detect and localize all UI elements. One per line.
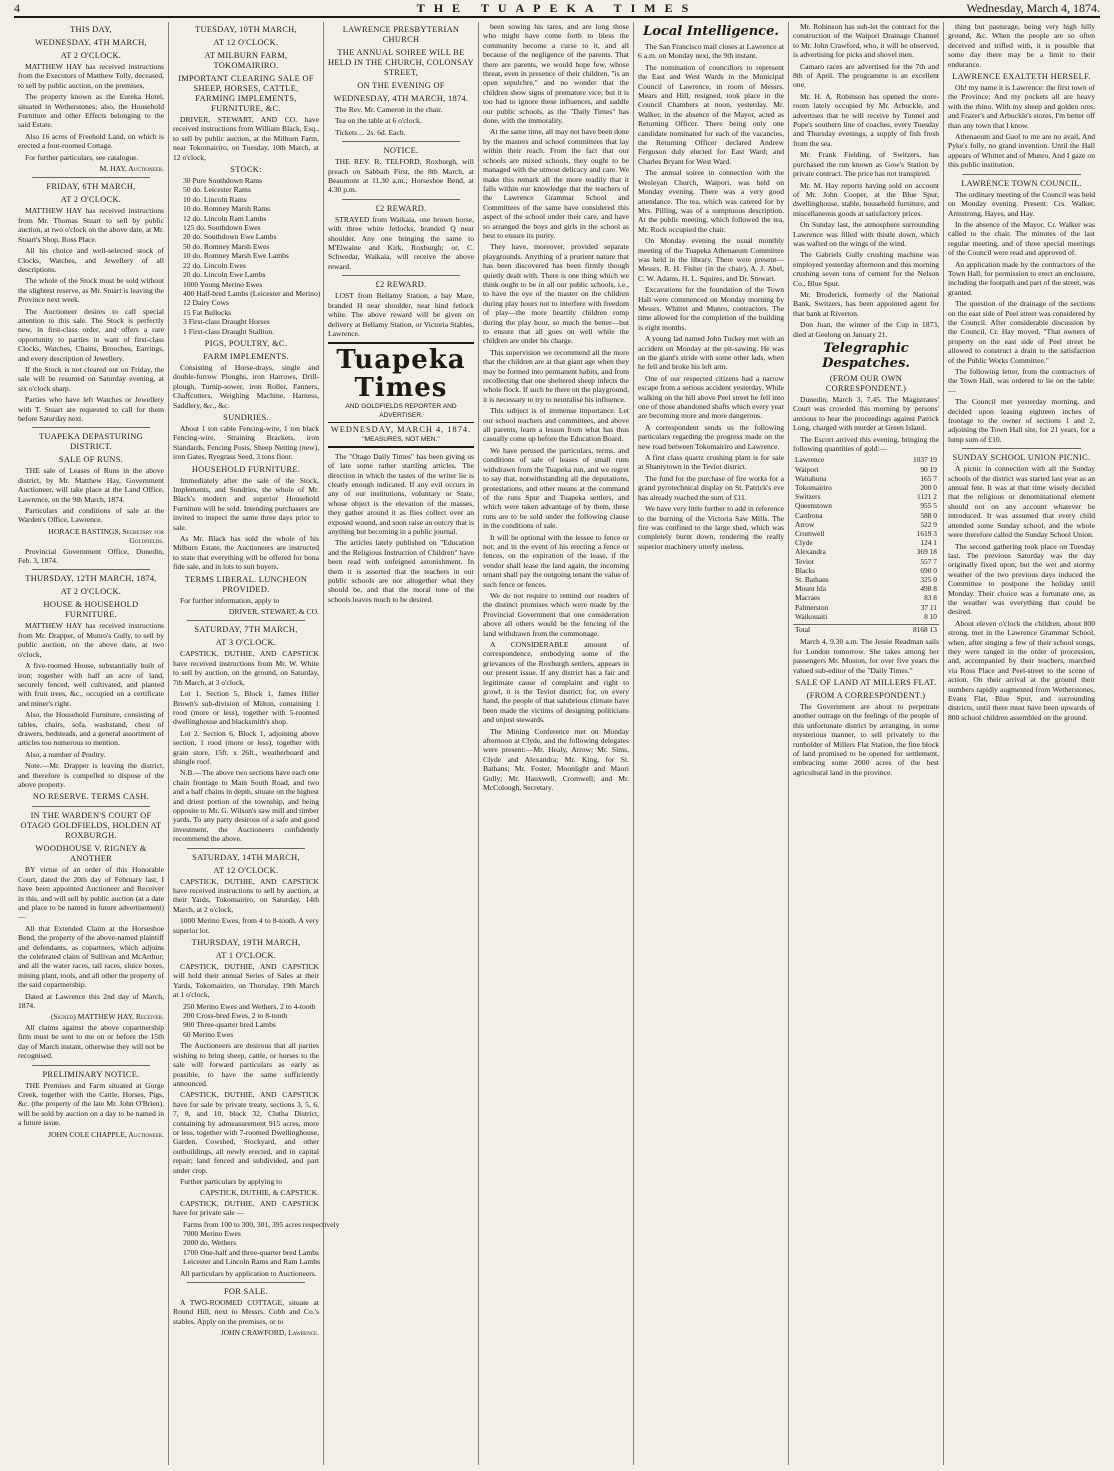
paragraph: The Escort arrived this evening, bringing the following quantities of gold:—: [793, 434, 939, 454]
paragraph: About 1 ton cable Fencing-wire, 1 ton black Fencing-wire, Straining Brackets, iron Standards, Fencing Posts, Sheep Netting (new), iron Gates, Ryegrass Seed, 3 tons flour.: [173, 423, 319, 462]
paragraph: A picnic in connection with all the Sunday schools of the district was started last year as an annual fete. It was at that time wisely decided that the religious or denominational element should not on any account whatever be introduced. It was assumed that every child attended some Sunday school, and the whole were therefore called the Sunday School Union.: [948, 464, 1095, 540]
list-item: 1000 Young Merino Ewes: [183, 279, 263, 289]
table-row: [793, 455, 939, 464]
paragraph: On Monday evening the usual monthly meeting of the Tuapeka Athenaeum Committee was held in the library. There were present—Messrs. R. H. Fisher (in the chair), A. J. Abel, C. W. Adams, H. L. Squires, and Dr. Stewart.: [638, 236, 784, 283]
signature: CAPSTICK, DUTHIE, & CAPSTICK.: [200, 1188, 319, 1198]
list-item: 20 do. Lincoln Ewe Lambs: [183, 270, 266, 280]
paragraph: The Gabriels Gully crushing machine was employed yesterday afternoon and this morning crushing seven tons of cement for the Nelson Co., Blue Spur.: [793, 250, 939, 288]
table-cell-amount: 83 8: [924, 593, 937, 603]
table-cell-place: Alexandra: [795, 547, 826, 557]
paragraph: This subject is of immense importance. Let our school teachers and committees, and above all parents, learn a lesson from what has thus casually come up before the Education Board.: [483, 406, 629, 444]
paragraph: MATTHEW HAY has received instructions from Mr. Thomas Stuart to sell by public auction, at two o'clock on the above date, at Mr. Stuart's Shop, Ross Place.: [18, 206, 164, 244]
paragraph: All claims against the above copartnership firm must be sent to me on or before the 15th day of March instant, otherwise they will not be recognised.: [18, 1022, 164, 1061]
local-news: [638, 42, 784, 551]
paragraph: In the absence of the Mayor, Cr. Walker was called to the chair. The minutes of the last regular meeting, and of three special meetings of the Council were read and approved of.: [948, 219, 1095, 258]
table-cell-place: Tokomairiro: [795, 483, 832, 493]
table-cell-amount: 1121 2: [916, 492, 937, 502]
divider-rule: [342, 199, 460, 200]
block-heading: FRIDAY, 6TH MARCH,: [46, 182, 136, 192]
block-heading: STOCK:: [230, 165, 262, 175]
block-heading: AT 2 O'CLOCK.: [60, 51, 122, 60]
divider-rule: [962, 448, 1081, 449]
issue-date: Wednesday, March 4, 1874.: [966, 1, 1100, 15]
block-heading: HOUSEHOLD FURNITURE.: [191, 464, 301, 474]
table-cell-amount: 955 5: [920, 501, 937, 511]
table-cell-place: Arrow: [795, 519, 815, 529]
table-row: [793, 465, 939, 474]
paragraph: A young lad named John Tuckey met with an accident on Monday at the pit-sawing. He was on the giant's stride with some other lads, when he fell and broke his left arm.: [638, 334, 784, 372]
table-cell-amount: 90 19: [920, 464, 937, 474]
paragraph: BY virtue of an order of this Honorable Court, dated the 20th day of February last, I have been appointed Auctioneer and Receiver in this, and will sell by public auction (at a date and place to be named in future advertisement) —: [18, 865, 164, 922]
block-heading: SALE OF LAND AT MILLERS FLAT.: [795, 677, 937, 687]
divider-rule: [32, 806, 150, 807]
paragraph: A TWO-ROOMED COTTAGE, situate at Round Hill, next to Messrs. Cobb and Co.'s stables. Apply on the premises, or to: [173, 1298, 319, 1326]
block-heading: AT 12 O'CLOCK.: [213, 865, 279, 875]
divider-rule: [187, 620, 305, 621]
list-item: 50 do. Leicester Rams: [183, 185, 251, 195]
table-row: [793, 612, 939, 621]
block-heading: AT 3 O'CLOCK.: [215, 638, 277, 648]
signature: JOHN COLE CHAPPLE, Auctioneer.: [48, 1129, 164, 1139]
list-item: 15 Fat Bullocks: [183, 307, 232, 317]
table-cell-amount: 690 0: [920, 565, 937, 575]
paragraph: The nomination of councillors to represent the East and West Wards in the Municipal Council of Lawrence, in room of Messrs. Mears and Hill, resigned, took place in the Council Chambers at noon, yesterday. Mr. Walker, in the absence of the Mayor, acted as Returning Officer. There being only one candidate nominated for each of the vacancies, the Returning Officer declared Andrew Ferguson duly elected for East Ward; and Charles Bryant for West Ward.: [638, 62, 784, 166]
list-item: 125 do. Southdown Ewes: [183, 223, 261, 233]
paragraph: The following letter, from the contractors of the Town Hall, was ordered to lie on the table:—: [948, 367, 1095, 395]
paragraph: The second gathering took place on Tuesday last. The previous Saturday was the day originally fixed upon, but the wet and stormy weather of the two previous days induced the Committee to postpone the holiday until Monday. Their choice was a fortunate one, as the weather was everything that could be desired.: [948, 541, 1095, 617]
block-heading: SUNDAY SCHOOL UNION PICNIC.: [952, 453, 1091, 463]
block-heading: FOR SALE.: [223, 1287, 269, 1297]
table-row: [793, 547, 939, 556]
table-cell-amount: 200 0: [920, 483, 937, 493]
running-title: THE TUAPEKA TIMES: [416, 1, 698, 15]
paragraph: The Rev. Mr. Cameron in the chair.: [335, 105, 443, 114]
table-row: [793, 566, 939, 575]
block-heading: LAWRENCE EXALTETH HERSELF.: [952, 72, 1091, 82]
block-heading: AT MILBURN FARM, TOKOMAIRIRO.: [204, 51, 288, 70]
paragraph: CAPSTICK, DUTHIE, AND CAPSTICK will hold their annual Series of Sales at their Yards, Tokomairiro, on Thursday, 19th March at 1 o'clock,: [173, 962, 319, 1000]
paragraph: The fund for the purchase of fire works for a grand pyrotechnical display on St. Patrick's eve has already reached the sum of £11.: [638, 473, 784, 502]
block-heading: IN THE WARDEN'S COURT OF OTAGO GOLDFIELDS, HOLDEN AT ROXBURGH.: [20, 811, 162, 841]
paragraph: For further information, apply to: [180, 595, 280, 605]
paragraph: It will be optional with the lessee to fence or not; and in the event of his erecting a fence or fences, on the expiration of the lease, if the vendor shall lease the land again, the incoming tenant shall pay the outgoing tenant the value of such fence or fences.: [483, 532, 629, 589]
nameplate: [328, 342, 474, 447]
table-cell-place: Macraes: [795, 593, 821, 603]
nameplate-subtitle: AND GOLDFIELDS REPORTER AND ADVERTISER.: [345, 403, 457, 420]
block-heading: (FROM A CORRESPONDENT.): [806, 690, 926, 700]
list-item: 900 Three-quarter bred Lambs: [183, 1020, 276, 1030]
gold-escort-total: [793, 624, 939, 634]
block-heading: HOUSE & HOUSEHOLD FURNITURE.: [43, 600, 139, 620]
paragraph: All particulars by application to Auctioneers.: [180, 1268, 317, 1278]
table-row: [793, 529, 939, 538]
paragraph: Mr. M. Hay reports having sold on account of Mr. John Cooper, at the Blue Spur, dwellinghouse, stable, household furniture, and miscellaneous goods at satisfactory prices.: [793, 180, 939, 218]
table-row: [793, 511, 939, 520]
paragraph: We do not require to remind our readers of the distinct promises which were made by the Provincial Government that one consideration above all others would be the fencing of the land withdrawn from the commonage.: [483, 590, 629, 638]
paragraph: Provincial Government Office, Dunedin, Feb. 3, 1874.: [18, 546, 164, 566]
item-list: [183, 1002, 319, 1040]
list-item: 10 do. Romney Marsh Rams: [183, 204, 271, 214]
table-cell-place: Waitahuna: [795, 473, 827, 483]
paragraph: At the same time, all may not have been done by the masters and school committees that lay within their reach. From the fact that our schools are mixed schools, they ought to be managed with the utmost delicacy and care. We make this remark all the more readily that it falls within our knowledge that the teachers of the Lawrence Grammar School and Committees of the same have considered this aspect of the school under their care, and have so arranged the boys and girls in the school as best to ensure its purity.: [483, 127, 629, 240]
paragraph: CAPSTICK, DUTHIE, AND CAPSTICK have for private sale —: [173, 1198, 319, 1218]
block-heading: WEDNESDAY, 4TH MARCH,: [35, 38, 147, 47]
nameplate-motto: "MEASURES, NOT MEN.": [362, 435, 440, 443]
paragraph: On Sunday last, the atmosphere surrounding Lawrence was filled with thistle down, which was wafted on the wings of the wind.: [793, 220, 939, 248]
paragraph: Mr. Robinson has sub-let the contract for the construction of the Waipori Drainage Channel to Mr. John Crawford, who, it will be observed, is advertising for picks and shovel men.: [793, 22, 939, 60]
table-cell-place: Cardrona: [795, 510, 823, 520]
column-5: [634, 22, 789, 1465]
signature: (Signed) MATTHEW HAY, Receiver.: [50, 1012, 164, 1022]
table-cell-amount: 165 7: [920, 473, 937, 483]
block-heading: SATURDAY, 7TH MARCH,: [194, 625, 298, 635]
paragraph: We have very little further to add in reference to the burning of the Victoria Saw Mills. The fire was confined to the large shed, which was completely burnt down, rendering the really superior machinery utterly useless.: [638, 504, 784, 551]
block-heading: £2 REWARD.: [375, 203, 427, 213]
table-cell-amount: 522 9: [920, 519, 937, 529]
paragraph: A first class quartz crushing plant is for sale at Shantytown in the Teviot district.: [638, 453, 784, 472]
divider-rule: [342, 275, 460, 276]
signature: JOHN CRAWFORD, Lawrence.: [220, 1328, 319, 1338]
paragraph: CAPSTICK, DUTHIE, AND CAPSTICK have for sale by private treaty, sections 3, 5, 6, 7, 8, and 10, block 32, Clutha District, containing by admeasurement 915 acres, more or less, together with 7-roomed Dwellinghouse, Garden, Cowshed, Stockyard, and other outbuildings, all newly erected, and in capital repair; land fenced and subdivided, and part under crop.: [173, 1090, 319, 1175]
table-total-label: Total: [793, 625, 852, 635]
divider-rule: [187, 1282, 305, 1283]
signature: M. HAY, Auctioneer.: [99, 164, 164, 174]
column-3: [324, 22, 479, 1465]
paragraph: The Auctioneers are desirous that all parties wishing to bring sheep, cattle, or horses to the sale will forward particulars as early as possible, to have the same sufficiently announced.: [173, 1041, 319, 1088]
paragraph: Don Juan, the winner of the Cup in 1873, died at Geelong on January 21.: [793, 320, 939, 339]
paragraph: The Mining Conference met on Monday afternoon at Clyde, and the following delegates were present:—Mr. Healy, Arrow; Mr. Sims, Clyde and Alexandra; Mr. King, for St. Bathans; Mr. Foster, Moonlight and Maori Gully; Mr. Hauxwell, Cromwell; and Mr. McColough, Secretary.: [483, 726, 629, 793]
paragraph: STRAYED from Waikaia, one brown horse, with three white fetlocks, branded Q near shoulder. Any one bringing the same to M'Elwaine and Kirk, Roxburgh; or, C. Schwedar, Waikaia, will receive the above reward.: [328, 214, 474, 271]
column-2: [169, 22, 340, 1465]
table-cell-place: Waikouaiti: [795, 611, 828, 621]
divider-rule: [32, 1065, 150, 1066]
block-heading: (FROM OUR OWN CORRESPONDENT.): [825, 374, 907, 393]
paragraph: This supervision we recommend all the more that the children are at that giant age when they may be formed into permanent habits, and from recollecting that one sheltered sheep infects the whole flock. If such be there on the playground, it is necessary to try to neutralise his influence.: [483, 347, 629, 404]
list-item: 1700 One-half and three-quarter bred Lambs: [183, 1247, 319, 1257]
paragraph: For further particulars, see catalogue.: [25, 152, 139, 162]
paragraph: Mr. Frank Fielding, of Switzers, has purchased the run known as Gow's Station by private contract. The price has not transpired.: [793, 150, 939, 179]
divider-rule: [32, 569, 150, 570]
block-heading: £2 REWARD.: [375, 280, 427, 290]
table-cell-amount: 498 8: [920, 584, 937, 594]
block-heading: AT 1 O'CLOCK.: [215, 951, 277, 961]
paragraph: MATTHEW HAY has received instructions from the Executors of Matthew Tolly, deceased, to sell by public auction, on the premises,: [18, 62, 164, 90]
section-heading: Telegraphic Despatches.: [822, 341, 910, 371]
paragraph: The Government are about to perpetrate another outrage on the feelings of the people of this unfortunate district by arranging, in some mysterious manner, to sell privately to the runholder of Millers Flat Station, the fine block of land promised to be opened for settlement, embracing some 2000 acres of the best agricultural land in the province.: [793, 701, 939, 777]
paragraph: The articles lately published on "Education and the Religious Instruction of Children" have been read with unfeigned astonishment. In them it is asserted that the teachers in our public schools are not altogether what they should be, and that the moral tone of the schools leaves much to be desired.: [328, 538, 474, 604]
paragraph: As Mr. Black has sold the whole of his Milburn Estate, the Auctioneers are instructed to state that everything will be offered for bona fide sale, and in lots to suit buyers.: [173, 534, 319, 572]
table-total-amount: 8168 13: [852, 625, 939, 635]
table-cell-place: Teviot: [795, 556, 814, 566]
list-item: 50 do. Romney Marsh Ewes: [183, 241, 270, 251]
column-6: [789, 22, 944, 1465]
table-row: [793, 593, 939, 602]
divider-rule: [342, 141, 460, 142]
paragraph: Oh! my name it is Lawrence: the first town of the Province; And my pockets all are heavy with the rhino. With my sheep and golden ores, and Frazer's and Arbuckle's stores, I'm better off than any town that I know.: [948, 83, 1095, 130]
paragraph: The Auctioneer desires to call special attention to this sale. The Stock is perfectly new, in first-class order, and offers a rare opportunity to parties in want of first-class Clocks, Watches, Chains, Brooches, Earrings, and every description of Jewellery.: [18, 306, 164, 363]
block-heading: PRELIMINARY NOTICE.: [42, 1069, 140, 1079]
paragraph: All his choice and well-selected stock of Clocks, Watches, and Jewellery of all descriptions.: [18, 246, 164, 274]
paragraph: Also, a number of Poultry.: [25, 749, 106, 759]
table-cell-place: Mount Ida: [795, 584, 826, 594]
table-cell-amount: 557 7: [920, 556, 937, 566]
table-row: [793, 520, 939, 529]
block-heading: LAWRENCE PRESBYTERIAN CHURCH: [342, 25, 460, 44]
paragraph: Also 16 acres of Freehold Land, on which is erected a four-roomed Cottage.: [18, 131, 164, 151]
paragraph: been sowing his tares, and are long those who might have come forth to bless the community become a curse to it, and all because of the negligence of the parents. That there are parents, we would hope few, whose threat, even in presence of their children, "is an open sepulchre," and no wonder that the children show signs of premature vice; but it is too bad to ignore these influences, and saddle our public schools, as the "Daily Times" has done, with the immorality.: [483, 22, 629, 126]
table-cell-place: Queenstown: [795, 501, 832, 511]
nameplate-date: WEDNESDAY, MARCH 4, 1874.: [328, 422, 474, 434]
paragraph: THE sale of Leases of Runs in the above district, by Mr. Matthew Hay, Government Auctioneer, will take place at the Land Office, Lawrence, on the 9th March, 1874.: [18, 466, 164, 504]
column-4: [479, 22, 634, 1465]
column-3-advertisements: [328, 25, 474, 338]
page-header: [14, 0, 1100, 18]
block-heading: THIS DAY,: [70, 25, 112, 34]
block-heading: IMPORTANT CLEARING SALE OF SHEEP, HORSES, CATTLE, FARMING IMPLEMENTS, FURNITURE, &C.: [178, 74, 314, 113]
paragraph: N.B.—The above two sections have each one chain frontage to Main South Road, and two and a half chains in depth, situate on the highest and driest portion of the township, and being opposite to Mr. G. Wilson's saw mill and timber yards. To any party desirous of a safe and good investment, the Auctioneers confidently recommend the above.: [173, 768, 319, 844]
paragraph: Particulars and conditions of sale at the Warden's Office, Lawrence.: [18, 506, 164, 525]
paragraph: Tickets ... 2s. 6d. Each.: [335, 127, 406, 137]
paragraph: Mr. Broderick, formerly of the National Bank, Switzers, has been appointed agent for that bank at Riverton.: [793, 289, 939, 318]
signature: DRIVER, STEWART, & CO.: [228, 607, 319, 617]
paragraph: The Council met yesterday morning, and decided upon leasing eighteen inches of frontage to the owner of sections 1 and 2, adjoining the Town Hall site, for 21 years, for a lump sum of £10.: [948, 397, 1095, 444]
paragraph: Tea on the table at 6 o'clock.: [335, 116, 422, 126]
list-item: 7000 Merino Ewes: [183, 1229, 241, 1238]
paragraph: Consisting of Horse-drays, single and double-furrow Ploughs, iron Harrows, Drill-plough, Turnip-sower, iron Roller, Fanners, Chaffcutters, Weighing Machine, Harness, Saddlery, &c., &c.: [173, 362, 319, 410]
paragraph: MATTHEW HAY has received instructions from Mr. Drapper, of Munro's Gully, to sell by public auction, on the above date, at two o'clock,: [18, 621, 164, 659]
block-heading: ON THE EVENING OF: [357, 81, 445, 90]
paragraph: Immediately after the sale of the Stock, Implements, and Sundries, the whole of Mr. Black's modern and superior Household Furniture will be sold. Intending purchasers are invited to inspect the same three days prior to sale.: [173, 475, 319, 532]
paragraph: Also, the Household Furniture, consisting of tables, chairs, sofa, washstand, chest of drawers, bedsteads, and a general assortment of articles too numerous to mention.: [18, 710, 164, 748]
column-1: [14, 22, 169, 1465]
paragraph: The San Francisco mail closes at Lawrence at 6 a.m. on Monday next, the 9th instant.: [638, 42, 784, 61]
table-cell-amount: 369 18: [916, 547, 937, 557]
table-row: [793, 483, 939, 492]
block-heading: SUNDRIES.: [223, 412, 269, 422]
block-heading: LAWRENCE TOWN COUNCIL.: [961, 178, 1082, 188]
paragraph: The ordinary meeting of the Council was held on Monday evening. Present: Crs. Walker, Armstrong, Hayes, and Hay.: [948, 189, 1095, 218]
list-item: 12 Dairy Cows: [183, 298, 229, 308]
table-cell-place: Palmerston: [795, 602, 829, 612]
paragraph: One of our respected citizens had a narrow escape from a serious accident yesterday. While walking on the hill above Peel street he fell into one of those abandoned shafts which every year are becoming more and more dangerous.: [638, 373, 784, 421]
table-total-row: [793, 625, 939, 635]
paragraph: Camaro races are advertised for the 7th and 8th of April. The programme is an excellent one.: [793, 61, 939, 90]
paragraph: CAPSTICK, DUTHIE, AND CAPSTICK have received instructions to sell by auction, at their Yards, Tokomairiro, on Saturday, 14th March, at 2 o'clock,: [173, 876, 319, 914]
table-cell-place: Switzers: [795, 492, 821, 502]
table-row: [793, 501, 939, 510]
list-item: 30 Pure Southdown Rams: [183, 176, 263, 186]
paragraph: March 4, 9.30 a.m. The Jessie Readman sails for London tomorrow. She takes among her passengers Mr. Muston, for over five years the valued sub-editor of the "Daily Times.": [793, 637, 939, 675]
divider-rule: [32, 177, 150, 178]
paragraph: Athenaeum and Gaol to me are no avail, And Pyke's folly, no grand invention. Until the Hall appears of Whittet and of Munro, And I gaze on this public institution.: [948, 132, 1095, 170]
paragraph: The property known as the Eureka Hotel, situated in Wetherstones; also, the Household Furniture and other Effects belonging to the said Estate.: [18, 92, 164, 130]
table-row: [793, 557, 939, 566]
table-cell-amount: 8 10: [924, 611, 937, 621]
list-item: 10 do. Romney Marsh Ewe Lambs: [183, 251, 289, 261]
paragraph: All that Extended Claim at the Horseshoe Bend, the property of the above-named plaintiff and defendants, as copartners, which adjoins the celebrated claim of Sullivan and McArthur; and all the water races, tail races, sluice boxes, mining plant, tools, and all other the property of the said copartnership.: [18, 923, 164, 990]
block-heading: TUAPEKA DEPASTURING DISTRICT.: [39, 432, 143, 452]
paragraph: DRIVER, STEWART, AND CO. have received instructions from William Black, Esq., to sell by public auction, at the Milburn Farm, near Tokomairiro, on Tuesday, 10th March, at 12 o'clock,: [173, 115, 319, 162]
table-row: [793, 603, 939, 612]
paragraph: THE Premises and Farm situated at Gorge Creek, together with the Cattle, Horses, Pigs, &c. (the property of the late Mr. John O'Brien), will be sold by auction on a day to be named in a future issue.: [18, 1080, 164, 1128]
column-7: [944, 22, 1099, 1465]
paragraph: Further particulars by applying to: [180, 1176, 283, 1186]
paragraph: The question of the drainage of the sections on the east side of Peel street was considered by the Council. After considerable discussion by the Council, Cr. Hay moved, "That owners of property on the east side of Peel street be allowed to construct a drain to the satisfaction of the Public Works Committee.": [948, 299, 1095, 365]
paragraph: They have, moreover, provided separate playgrounds. Anything of a prurient nature that has been discovered has been firmly though quietly dealt with. There is one thing which we think ought to be in all our public schools, i.e., to have the eye of the master on the children during play hours not to interfere with freedom of play—the more heartily children romp during the play hour, so much the better—but to ensure that all goes on well while the children are under his charge.: [483, 242, 629, 346]
table-cell-amount: 1037 19: [912, 455, 937, 465]
table-cell-place: Blacks: [795, 565, 816, 575]
block-heading: FARM IMPLEMENTS.: [203, 351, 289, 361]
paragraph: Lot 2. Section 6, Block 1, adjoining above section, 1 rood (more or less), together with grain store, 15ft. x 26ft., weatherboard and shingle roof.: [173, 728, 319, 766]
block-heading: TERMS LIBERAL. LUNCHEON PROVIDED.: [184, 574, 308, 594]
block-heading: NO RESERVE. TERMS CASH.: [32, 792, 150, 802]
paragraph: CAPSTICK, DUTHIE, AND CAPSTICK have received instructions from Mr. W. White to sell by auction, on the ground, on Saturday, 7th March, at 3 o'clock,: [173, 649, 319, 687]
item-list: [183, 176, 319, 336]
paragraph: Lot 1. Section 5, Block 1, James Hiller Brown's sub-division of Milton, containing 1 rood (more or less), together with 5-roomed dwellinghouse and blacksmith's shop.: [173, 689, 319, 727]
page-number: 4: [14, 1, 20, 15]
table-cell-amount: 588 0: [920, 510, 937, 520]
paragraph: Dated at Lawrence this 2nd day of March, 1874.: [18, 991, 164, 1011]
table-cell-place: Clyde: [795, 538, 813, 548]
block-heading: SATURDAY, 14TH MARCH,: [192, 852, 300, 862]
block-heading: AT 2 O'CLOCK.: [60, 587, 122, 597]
list-item: 10 do. Lincoln Rams: [183, 194, 247, 204]
list-item: Farms from 100 to 300, 301, 395 acres respectively: [183, 1219, 340, 1229]
table-cell-amount: 325 0: [920, 575, 937, 585]
paragraph: Mr. H. A. Robinson has opened the store-room lately occupied by Mr. Arbuckle, and advertises that he will receive by Tunnel and Pope's southern line of coaches, every Tuesday and Thursday evenings, a supply of fish fresh from the sea.: [793, 91, 939, 148]
table-cell-place: Cromwell: [795, 529, 825, 539]
list-item: 1 First-class Draught Stallion.: [183, 326, 275, 336]
list-item: 22 do. Lincoln Ewes: [183, 260, 246, 270]
block-heading: THURSDAY, 19TH MARCH,: [191, 938, 301, 948]
paragraph: The whole of the Stock must be sold without the slightest reserve, as Mr. Stuart is leaving the Province next week.: [18, 276, 164, 305]
paragraph: LOST from Bellamy Station, a bay Mare, branded H near shoulder, near hind fetlock white. The above reward will be given on delivery at Bellamy Station, or Victoria Stables, Lawrence.: [328, 291, 474, 338]
paragraph: A five-roomed House, substantially built of iron; together with half an acre of land, securely fenced, well cultivated, and planted with fruit trees, &c., occupied on a certificate and miner's right.: [18, 661, 164, 708]
list-item: 200 Cross-bred Ewes, 2 to 8-tooth: [183, 1011, 288, 1021]
columns: [14, 22, 1100, 1465]
paragraph: About eleven o'clock the children, about 800 strong, met in the Lawrence Grammar School, when, after singing a few of their school songs, they were ranged in the order of procession, and, accompanied by their teachers, marched via Ross Place and Peel-street to the scene of action. On their arrival at the ground their numbers rapidly augmented from Wetherstones, Evans Flat, Blue Spur, and surrounding districts, until there must have been upwards of 800 school children assembled on the ground.: [948, 618, 1095, 722]
paragraph: Note.—Mr. Drapper is leaving the district, and therefore is compelled to dispose of the above property.: [18, 761, 164, 789]
paragraph: Dunedin, March 3, 7.45. The Magistrates' Court was crowded this morning by persons' anxious to hear the proceedings against Patrick Long, charged with murder at Green Island.: [793, 395, 939, 433]
block-heading: NOTICE.: [383, 146, 419, 156]
table-cell-amount: 124 1: [920, 538, 937, 548]
block-heading: AT 12 O'CLOCK.: [213, 38, 279, 47]
block-heading: THURSDAY, 12TH MARCH, 1874,: [25, 574, 157, 584]
table-row: [793, 474, 939, 483]
divider-rule: [187, 848, 305, 849]
editorial-text: [328, 452, 474, 605]
table-cell-place: Waipori: [795, 464, 819, 474]
table-cell-amount: 1619 3: [916, 529, 937, 539]
nameplate-title: Tuapeka Times: [336, 345, 466, 404]
table-cell-amount: 37 11: [920, 602, 937, 612]
table-row: [793, 584, 939, 593]
list-item: 3 First-class Draught Horses: [183, 317, 270, 327]
paragraph: The annual soiree in connection with the Wesleyan Church, Waipori, was held on Monday evening. There was a very good attendance. The tea, which was catered for by Mrs. Pilling, was of a sumptuous description. At the public meeting, which followed the tea, Mr. Rock occupied the chair.: [638, 168, 784, 234]
block-heading: THE ANNUAL SOIREE WILL BE HELD IN THE CHURCH, COLONSAY STREET,: [328, 48, 474, 77]
paragraph: A CONSIDERABLE amount of correspondence, embodying some of the grievances of the Roxburgh settlers, appears in our present issue. If any district has a fair and legitimate cause of complaint and right to growl, it is the Teviot district; for, on every hand, the people of that salubrious climate have been made the victims of designing politicians and unjust stewards.: [483, 640, 629, 725]
block-heading: WOODHOUSE V. RIGNEY & ANOTHER: [35, 844, 147, 864]
paragraph: A correspondent sends us the following particulars regarding the progress made on the new road between Tokomairiro and Lawrence.: [638, 422, 784, 451]
paragraph: 1000 Merino Ewes, from 4 to 8-tooth. A very superior lot.: [173, 916, 319, 935]
table-row: [793, 538, 939, 547]
list-item: 60 Merino Ewes: [183, 1029, 234, 1039]
paragraph: If the Stock is not cleared out on Friday, the sale will be resumed on Saturday evening, at six o'clock sharp.: [18, 364, 164, 393]
paragraph: Excavations for the foundation of the Town Hall were commenced on Monday morning by Messrs. Whittet and Munro, contractors. The time allowed for the completion of the building is eight months.: [638, 285, 784, 332]
signature: HORACE BASTINGS, Secretary for Goldfields.: [48, 526, 164, 546]
list-item: 2000 do. Wethers: [183, 1238, 237, 1248]
block-heading: AT 2 O'CLOCK.: [60, 195, 122, 205]
paragraph: We have perused the particulars, terms, and conditions of sale of leases of small runs withdrawn from the Tuapeka run, and we regret to say that, notwithstanding all the deputations, protestations, and other means at the command of the runs Spur and Tuapeka settlers, and which were taken advantage of by them, these runs are to be sold under the following clause in the conditions of sale.: [483, 445, 629, 531]
paragraph: Parties who have left Watches or Jewellery with T. Stuart are requested to call for them before Saturday next.: [18, 395, 164, 423]
paragraph: An application made by the contractors of the Town Hall, for permission to erect an enclosure, including the footpath and part of the street, was granted.: [948, 259, 1095, 297]
block-heading: TUESDAY, 10TH MARCH,: [195, 25, 297, 34]
gold-escort-table: [793, 455, 939, 621]
list-item: 12 do. Lincoln Ram Lambs: [183, 213, 267, 223]
table-row: [793, 492, 939, 501]
divider-rule: [32, 427, 150, 428]
block-heading: PIGS, POULTRY, &C.: [204, 338, 288, 348]
paragraph: The "Otago Daily Times" has been giving us of late some rather startling articles. The direction in which the tastes of the writer lie is clearly enough indicated. If any evil occurs in any of our institutions, voluntary or State, whose object is the elevation of the masses, they gather around it as flies collect over an exposed wound, and soon raise an outcry that is anything but becoming in a public journal.: [328, 451, 474, 536]
divider-rule: [962, 174, 1081, 175]
item-list: [183, 1219, 340, 1267]
paragraph: THE REV. R. TELFORD, Roxburgh, will preach on Sabbath First, the 8th March, at Beaumont at 11.30 a.m.; Horseshoe Bend, at 4.30 p.m.: [328, 157, 474, 195]
list-item: 250 Merino Ewes and Wethers, 2 to 4-tooth: [183, 1001, 316, 1011]
table-cell-place: Lawrence: [795, 455, 825, 465]
block-heading: WEDNESDAY, 4TH MARCH, 1874.: [333, 94, 469, 103]
paragraph: thing but pasturage, being very high hilly ground, &c. When the people are so often deceived and trifled with, it is possible that some day there may be a limit to their endurance.: [948, 22, 1095, 69]
list-item: 20 do. Southdown Ewe Lambs: [183, 232, 277, 242]
block-heading: SALE OF RUNS.: [58, 455, 124, 465]
table-row: [793, 575, 939, 584]
table-cell-place: St. Bathans: [795, 575, 829, 585]
list-item: 400 Half-bred Lambs (Leicester and Merino): [183, 288, 321, 298]
list-item: Leicester and Lincoln Rams and Ram Lambs: [183, 1257, 321, 1267]
section-heading-local: Local Intelligence.: [643, 24, 779, 39]
